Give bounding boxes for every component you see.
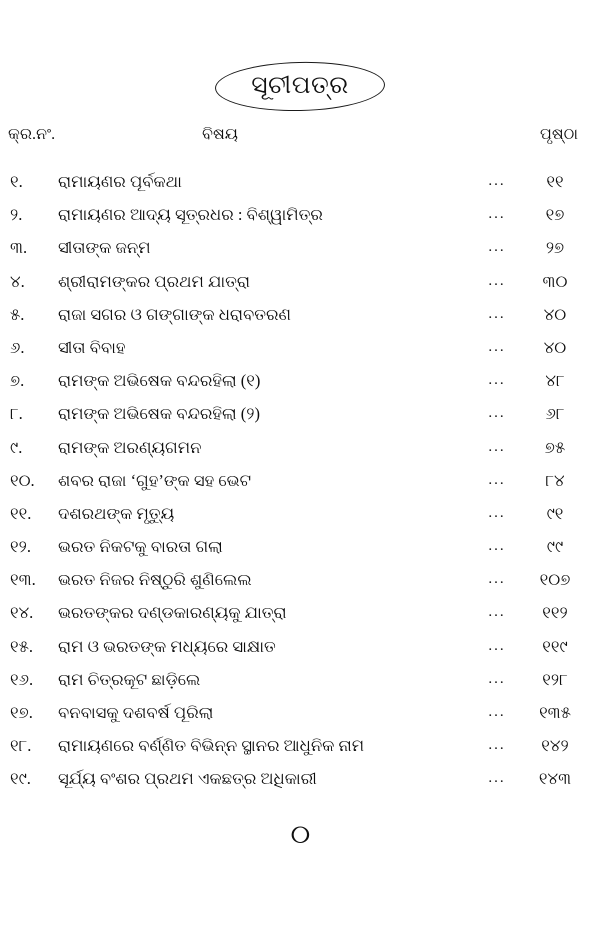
entry-serial: ୧୬. bbox=[10, 669, 34, 689]
leader-dots: ... bbox=[488, 239, 506, 256]
entry-serial: ୮. bbox=[10, 404, 23, 424]
entry-title: ସୂର୍ଯ୍ୟ ବଂଶର ପ୍ରଥମ ଏକଛତ୍ର ଅଧିକାରୀ bbox=[58, 769, 317, 789]
column-header-serial: କ୍ର.ନଂ. bbox=[8, 126, 56, 143]
entry-title: ଦଶରଥଙ୍କ ମୃତ୍ୟୁ bbox=[58, 503, 175, 523]
column-header-page: ପୃଷ୍ଠା bbox=[539, 126, 578, 143]
entry-title: ରାମାୟଣର ଆଦ୍ୟ ସୂତ୍ରଧର : ବିଶ୍ୱାମିତ୍ର bbox=[58, 205, 323, 225]
entry-title: ଶ୍ରୀରାମଙ୍କର ପ୍ରଥମ ଯାତ୍ରା bbox=[58, 271, 250, 291]
entry-page: ୧୭ bbox=[545, 205, 565, 225]
page-title: ସୂଚୀପତ୍ର bbox=[251, 72, 349, 99]
entry-serial: ୪. bbox=[10, 271, 25, 291]
list-item bbox=[0, 637, 600, 670]
entry-title: ରାଜା ସଗର ଓ ଗଙ୍ଗାଙ୍କ ଧରାବତରଣ bbox=[58, 304, 291, 324]
entry-title: ସୀତା ବିବାହ bbox=[58, 337, 126, 357]
leader-dots: ... bbox=[488, 637, 506, 654]
list-item bbox=[0, 570, 600, 603]
list-item bbox=[0, 371, 600, 404]
column-headers bbox=[0, 126, 600, 148]
leader-dots: ... bbox=[488, 272, 506, 289]
entry-page: ୧୧ bbox=[546, 172, 564, 191]
list-item bbox=[0, 769, 600, 802]
entry-page: ୬୮ bbox=[545, 404, 565, 424]
entry-title: ରାମାୟଣର ପୂର୍ବକଥା bbox=[58, 172, 182, 191]
entry-page: ୪୦ bbox=[543, 304, 567, 324]
entry-page: ୪୮ bbox=[545, 371, 565, 391]
entry-title: ରାମଙ୍କ ଅଭିଷେକ ବନ୍ଦରହିଲା (୧) bbox=[58, 371, 261, 391]
leader-dots: ... bbox=[488, 571, 506, 588]
bottom-ornament bbox=[0, 822, 600, 848]
entry-page: ୧୦୭ bbox=[539, 570, 571, 590]
title-oval-frame bbox=[215, 62, 385, 111]
leader-dots: ... bbox=[488, 438, 506, 455]
entry-title: ସୀତାଙ୍କ ଜନ୍ମ bbox=[58, 238, 151, 258]
entry-title: ରାମାୟଣରେ ବର୍ଣ୍ଣିତ ବିଭିନ୍ନ ସ୍ଥାନର ଆଧୁନିକ ନାମ bbox=[58, 736, 365, 756]
leader-dots: ... bbox=[488, 504, 506, 521]
entry-page: ୯୯ bbox=[546, 537, 564, 557]
entry-title: ଶବର ରାଜା ‘ଗୁହ’ଙ୍କ ସହ ଭେଟ bbox=[58, 470, 252, 490]
entry-page: ୧୪୩ bbox=[538, 769, 572, 789]
list-item bbox=[0, 504, 600, 537]
entry-serial: ୭. bbox=[10, 371, 25, 391]
list-item bbox=[0, 404, 600, 437]
entry-serial: ୧୮. bbox=[10, 736, 32, 756]
entry-serial: ୬. bbox=[10, 337, 25, 357]
entry-serial: ୩. bbox=[10, 238, 28, 258]
entry-page: ୧୪୨ bbox=[541, 736, 569, 756]
entry-page: ୧୨୮ bbox=[542, 669, 568, 689]
list-item bbox=[0, 471, 600, 504]
entry-title: ରାମ ଚିତ୍ରକୂଟ ଛାଡ଼ିଲେ bbox=[58, 669, 201, 689]
entry-page: ୨୭ bbox=[545, 238, 565, 258]
leader-dots: ... bbox=[488, 305, 506, 322]
list-item bbox=[0, 238, 600, 271]
entry-serial: ୯. bbox=[10, 437, 23, 457]
entry-serial: ୨. bbox=[10, 205, 23, 225]
entry-page: ୭୫ bbox=[544, 437, 566, 457]
leader-dots: ... bbox=[488, 604, 506, 621]
entry-title: ରାମଙ୍କ ଅଭିଷେକ ବନ୍ଦରହିଲା (୨) bbox=[58, 404, 261, 424]
entry-serial: ୧୩. bbox=[10, 570, 36, 590]
list-item bbox=[0, 438, 600, 471]
list-item bbox=[0, 305, 600, 338]
list-item bbox=[0, 703, 600, 736]
leader-dots: ... bbox=[488, 737, 506, 754]
entry-page: ୪୦ bbox=[543, 337, 567, 357]
list-item bbox=[0, 205, 600, 238]
leader-dots: ... bbox=[488, 405, 506, 422]
page-title-container bbox=[0, 62, 600, 111]
entry-page: ୧୧୨ bbox=[542, 603, 568, 623]
entry-page: ୧୩୫ bbox=[539, 703, 571, 722]
entry-title: ରାମ ଓ ଭରତଙ୍କ ମଧ୍ୟରେ ସାକ୍ଷାତ bbox=[58, 636, 276, 656]
toc-entry-list bbox=[0, 172, 600, 803]
list-item bbox=[0, 338, 600, 371]
leader-dots: ... bbox=[488, 338, 506, 355]
entry-serial: ୧୯. bbox=[10, 769, 31, 789]
entry-page: ୮୪ bbox=[545, 470, 565, 490]
leader-dots: ... bbox=[488, 538, 506, 555]
entry-title: ରାମଙ୍କ ଅରଣ୍ୟଗମନ bbox=[58, 437, 202, 457]
entry-title: ଭରତଙ୍କର ଦଣ୍ଡକାରଣ୍ୟକୁ ଯାତ୍ରା bbox=[58, 603, 287, 623]
entry-serial: ୧. bbox=[10, 172, 23, 191]
entry-page: ୩୦ bbox=[542, 271, 568, 291]
entry-serial: ୧୫. bbox=[10, 636, 34, 656]
leader-dots: ... bbox=[488, 173, 506, 189]
leader-dots: ... bbox=[488, 372, 506, 389]
entry-page: ୧୧୯ bbox=[542, 636, 568, 656]
entry-title: ଭରତ ନିଜର ନିଷ୍ଠୁରି ଶୁଣିଲେଲ bbox=[58, 570, 252, 590]
leader-dots: ... bbox=[488, 704, 506, 720]
leader-dots: ... bbox=[488, 670, 506, 687]
leader-dots: ... bbox=[488, 471, 506, 488]
entry-serial: ୫. bbox=[10, 304, 25, 324]
column-header-subject: ବିଷୟ bbox=[202, 126, 238, 143]
entry-serial: ୧୧. bbox=[10, 503, 32, 523]
list-item bbox=[0, 670, 600, 703]
list-item bbox=[0, 537, 600, 570]
ornament-glyph: ୦ bbox=[290, 820, 310, 849]
list-item bbox=[0, 272, 600, 305]
entry-serial: ୧୦. bbox=[10, 470, 35, 490]
leader-dots: ... bbox=[488, 770, 506, 787]
entry-serial: ୧୪. bbox=[10, 603, 34, 623]
leader-dots: ... bbox=[488, 206, 506, 223]
entry-title: ବନବାସକୁ ଦଶବର୍ଷ ପୂରିଲା bbox=[58, 703, 214, 722]
entry-page: ୯୧ bbox=[546, 503, 564, 523]
entry-serial: ୧୭. bbox=[10, 703, 33, 722]
entry-title: ଭରତ ନିକଟକୁ ବାରତା ଗଲା bbox=[58, 537, 223, 557]
list-item bbox=[0, 603, 600, 636]
entry-serial: ୧୨. bbox=[10, 537, 31, 557]
list-item bbox=[0, 736, 600, 769]
list-item bbox=[0, 172, 600, 205]
